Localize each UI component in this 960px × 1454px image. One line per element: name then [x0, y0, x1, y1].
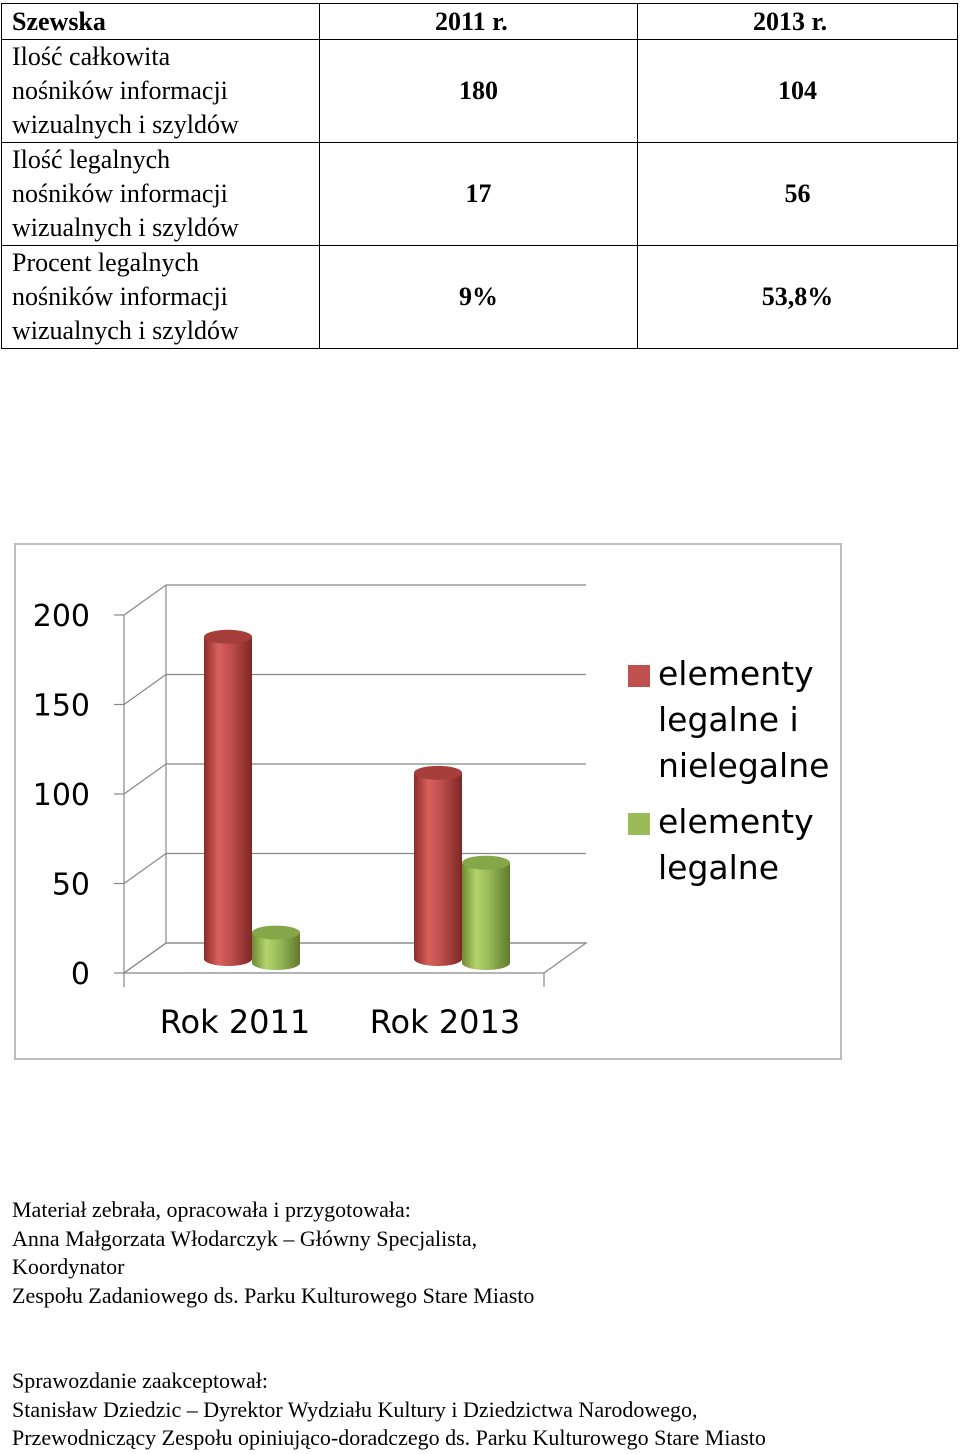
row-value-2011: 9% [320, 246, 638, 349]
chart-gridlines [114, 585, 586, 987]
x-category-label: Rok 2013 [369, 1003, 521, 1041]
legend-item [628, 654, 829, 785]
y-tick-label: 200 [32, 599, 90, 634]
bar-chart [14, 543, 842, 1060]
legend-label: nielegalne [658, 746, 830, 785]
gridline-side [124, 675, 166, 705]
y-tick-label: 100 [32, 778, 90, 813]
bar [204, 630, 252, 966]
accepted-line: Stanisław Dziedzic – Dyrektor Wydziału Kultury i Dziedzictwa Narodowego, [12, 1396, 698, 1422]
legend-label: elementy [658, 802, 814, 841]
y-tick-label: 150 [32, 688, 90, 724]
x-category-label: Rok 2011 [159, 1003, 311, 1041]
prepared-line: Materiał zebrała, opracowała i przygotowała: [12, 1197, 411, 1222]
row-label-line: nośników informacji [12, 76, 228, 105]
table-row [2, 40, 958, 143]
row-label-line: Ilość legalnych [12, 145, 171, 174]
table-row [2, 246, 958, 349]
prepared-line: Zespołu Zadaniowego ds. Parku Kulturowego Stare Miasto [12, 1282, 535, 1308]
row-label [2, 246, 320, 349]
bar [252, 926, 300, 970]
chart-canvas [16, 545, 840, 1058]
row-value-2011: 17 [320, 143, 638, 246]
table-header-label: Szewska [2, 4, 320, 40]
accepted-by-block [12, 1367, 766, 1453]
table-header-2011: 2011 r. [320, 4, 638, 40]
legend-label: legalne [658, 848, 780, 887]
bar-top [204, 630, 252, 644]
bar-top [414, 766, 462, 780]
row-label-line: Ilość całkowita [12, 42, 171, 71]
row-value-2013: 56 [638, 143, 958, 246]
gridline-side [124, 585, 166, 615]
bar-body [462, 863, 510, 970]
y-tick-label: 0 [70, 957, 90, 992]
row-label-line: wizualnych i szyldów [12, 316, 239, 345]
chart-bars [204, 630, 510, 970]
bar-top [462, 856, 510, 870]
bar [462, 856, 510, 970]
row-label-line: nośników informacji [12, 179, 228, 208]
prepared-line: Anna Małgorzata Włodarczyk – Główny Specjalista, [12, 1225, 478, 1251]
table-header-2013: 2013 r. [638, 4, 958, 40]
row-value-2011: 180 [320, 40, 638, 143]
chart-legend [628, 654, 829, 887]
row-value-2013: 53,8% [638, 246, 958, 349]
row-label-line: nośników informacji [12, 282, 228, 311]
y-axis-ticks [33, 599, 90, 992]
accepted-line: Sprawozdanie zaakceptował: [12, 1368, 268, 1393]
gridline-side [124, 764, 166, 794]
row-label-line: wizualnych i szyldów [12, 110, 239, 139]
row-label-line: wizualnych i szyldów [12, 213, 239, 242]
prepared-line: Koordynator [12, 1254, 125, 1279]
row-label [2, 143, 320, 246]
prepared-by-block [12, 1196, 534, 1310]
row-label-line: Procent legalnych [12, 248, 199, 277]
legend-swatch [628, 813, 650, 835]
legend-label: elementy [658, 654, 814, 693]
row-label [2, 40, 320, 143]
bar-body [204, 637, 252, 966]
legend-item [628, 802, 814, 887]
x-axis-labels [160, 1003, 521, 1041]
y-tick-label: 50 [51, 867, 90, 903]
table-row [2, 143, 958, 246]
bar [414, 766, 462, 966]
bar-body [414, 773, 462, 966]
table-header-row [2, 4, 958, 40]
accepted-line: Przewodniczący Zespołu opiniująco-doradczego ds. Parku Kulturowego Stare Miasto [12, 1425, 766, 1450]
summary-table [1, 3, 958, 349]
legend-swatch [628, 665, 650, 687]
legend-label: legalne i [658, 700, 799, 739]
gridline-side [124, 854, 166, 884]
row-value-2013: 104 [638, 40, 958, 143]
chart-floor [124, 943, 586, 973]
bar-top [252, 926, 300, 940]
